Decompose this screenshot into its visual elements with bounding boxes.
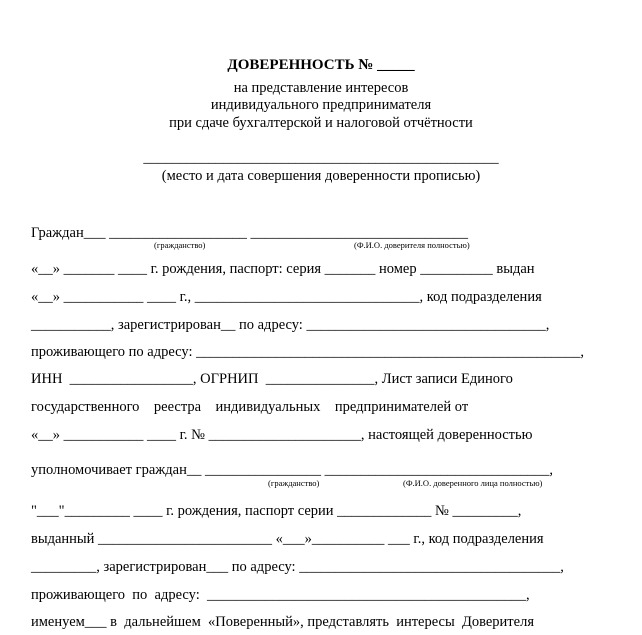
register-name-line: государственного реестра индивидуальных предпринимателей от (31, 399, 469, 415)
attorney-citizenship-hint: (гражданство) (268, 478, 320, 488)
document-title: ДОВЕРЕННОСТЬ № _____ (227, 57, 415, 73)
place-date-field: _________________________________________________ (143, 150, 499, 166)
attorney-citizenship-name-line: уполномочивает граждан__ ________________ _______________________________, (31, 462, 553, 478)
document-subtitle-line-1: на представление интересов (233, 80, 409, 96)
attorney-residence-line: проживающего по адресу: ____________________________________________, (31, 587, 530, 603)
principal-residence-line: проживающего по адресу: _____________________________________________________, (31, 344, 584, 360)
place-date-caption: (место и дата совершения доверенности прописью) (161, 168, 481, 184)
principal-inn-ogrnip-line: ИНН _________________, ОГРНИП _______________, Лист записи Единого (31, 371, 513, 387)
principal-registration-line: ___________, зарегистрирован__ по адресу: _________________________________, (31, 317, 550, 333)
attorney-registration-line: _________, зарегистрирован___ по адресу: ____________________________________, (31, 559, 564, 575)
principal-birth-passport-line: «__» _______ ____ г. рождения, паспорт: серия _______ номер __________ выдан (31, 261, 535, 277)
attorney-fio-hint: (Ф.И.О. доверенного лица полностью) (403, 478, 543, 488)
principal-fio-hint: (Ф.И.О. доверителя полностью) (354, 240, 470, 250)
principal-citizenship-name-line: Граждан___ ___________________ ______________________________ (31, 225, 468, 241)
register-record-line: «__» ___________ ____ г. № _____________________, настоящей доверенностью (31, 427, 533, 443)
attorney-designation-line: именуем___ в дальнейшем «Поверенный», представлять интересы Доверителя (31, 614, 534, 630)
document-subtitle-line-2: индивидуального предпринимателя (210, 97, 432, 113)
document-subtitle-line-3: при сдаче бухгалтерской и налоговой отчётности (169, 115, 473, 131)
attorney-passport-issued-line: выданный ________________________ «___»__________ ___ г., код подразделения (31, 531, 544, 547)
attorney-birth-passport-line: "___"_________ ____ г. рождения, паспорт серии _____________ № _________, (31, 503, 522, 519)
principal-passport-issued-line: «__» ___________ ____ г., _______________________________, код подразделения (31, 289, 542, 305)
principal-citizenship-hint: (гражданство) (154, 240, 206, 250)
